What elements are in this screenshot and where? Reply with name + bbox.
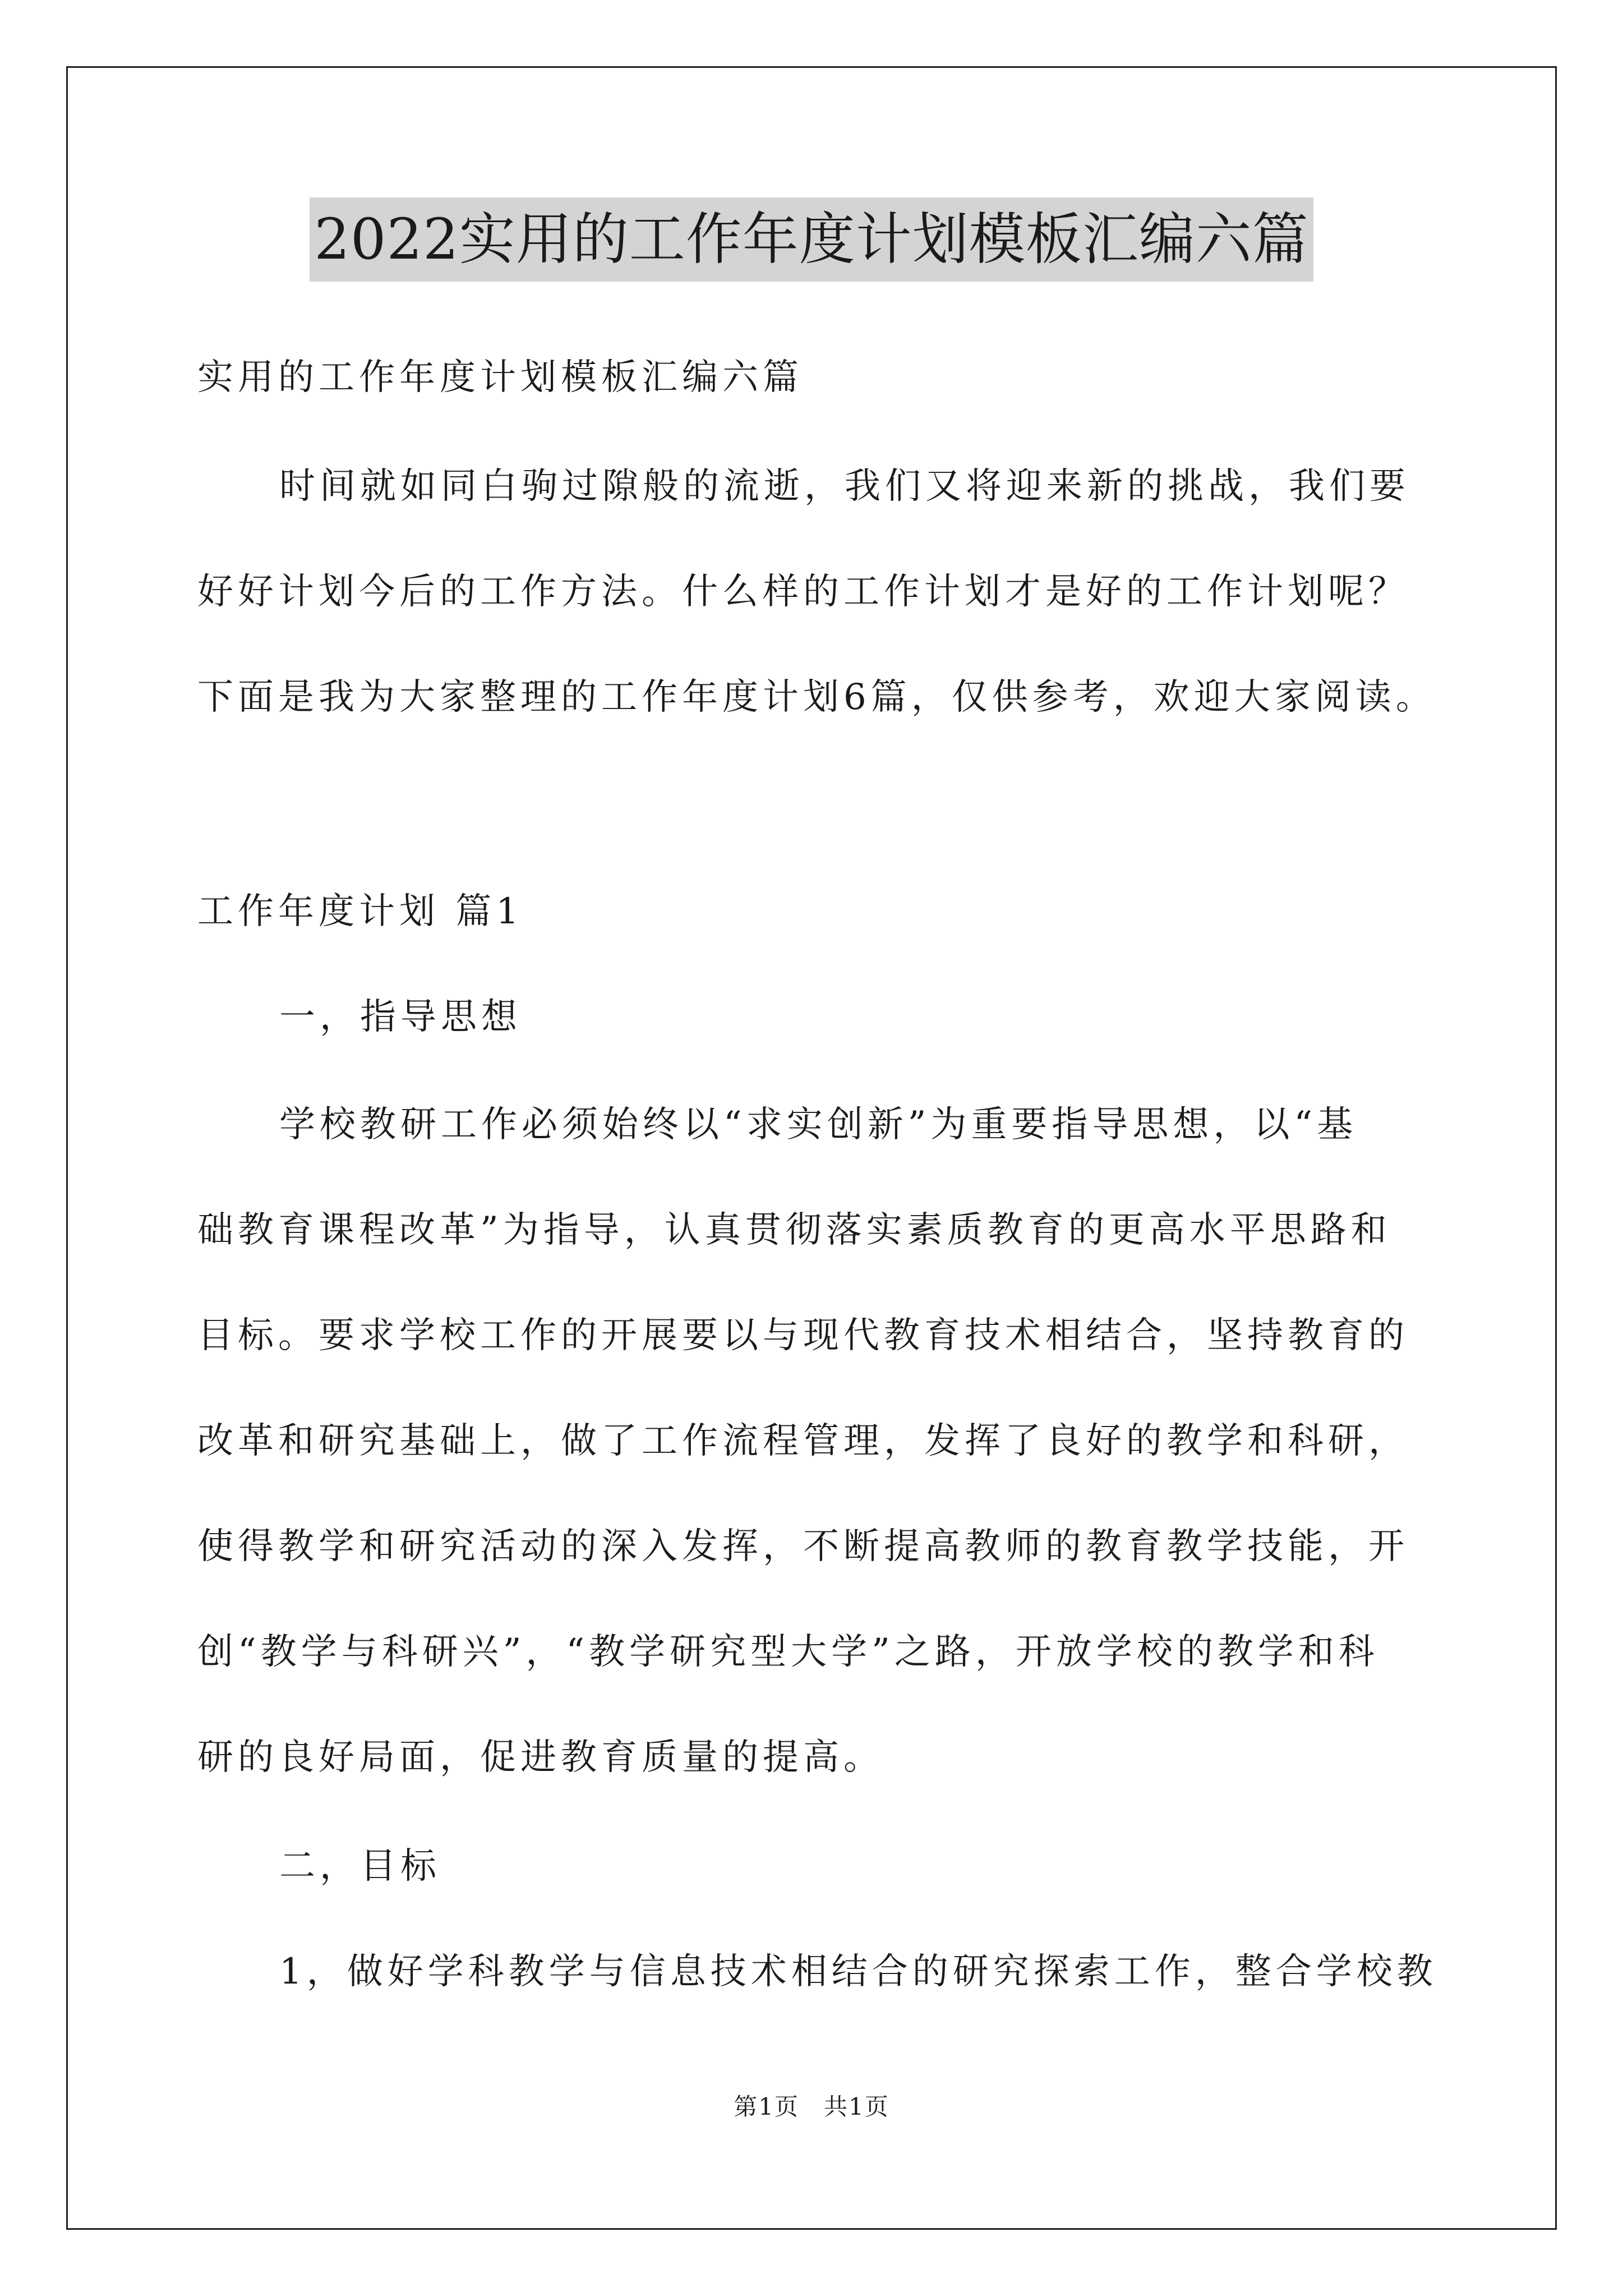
part1-line-5: 使得教学和研究活动的深入发挥，不断提高教师的教育教学技能，开	[197, 1526, 1409, 1567]
intro-line-3: 下面是我为大家整理的工作年度计划6篇，仅供参考，欢迎大家阅读。	[197, 677, 1436, 718]
part2-heading: 二，目标	[279, 1846, 441, 1887]
section-heading: 工作年度计划 篇1	[197, 891, 524, 932]
intro-line-1: 时间就如同白驹过隙般的流逝，我们又将迎来新的挑战，我们要	[279, 466, 1410, 507]
title-container	[0, 197, 1623, 282]
part1-line-6: 创“教学与科研兴”，“教学研究型大学”之路，开放学校的教学和科	[197, 1631, 1379, 1673]
part1-line-2: 础教育课程改革”为指导，认真贯彻落实素质教育的更高水平思路和	[197, 1209, 1391, 1251]
part1-line-3: 目标。要求学校工作的开展要以与现代教育技术相结合，坚持教育的	[197, 1315, 1409, 1356]
intro-line-2: 好好计划今后的工作方法。什么样的工作计划才是好的工作计划呢？	[197, 571, 1409, 613]
document-title: 2022实用的工作年度计划模板汇编六篇	[310, 197, 1313, 282]
part1-line-4: 改革和研究基础上，做了工作流程管理，发挥了良好的教学和科研，	[197, 1420, 1409, 1462]
part1-line-7: 研的良好局面，促进教育质量的提高。	[197, 1737, 884, 1778]
part1-line-1: 学校教研工作必须始终以“求实创新”为重要指导思想，以“基	[279, 1104, 1358, 1145]
part2-line-1: 1，做好学科教学与信息技术相结合的研究探索工作，整合学校教	[279, 1951, 1437, 1993]
document-subtitle: 实用的工作年度计划模板汇编六篇	[197, 357, 803, 398]
page-footer: 第1页 共1页	[734, 2093, 889, 2120]
part1-heading: 一，指导思想	[279, 996, 522, 1038]
